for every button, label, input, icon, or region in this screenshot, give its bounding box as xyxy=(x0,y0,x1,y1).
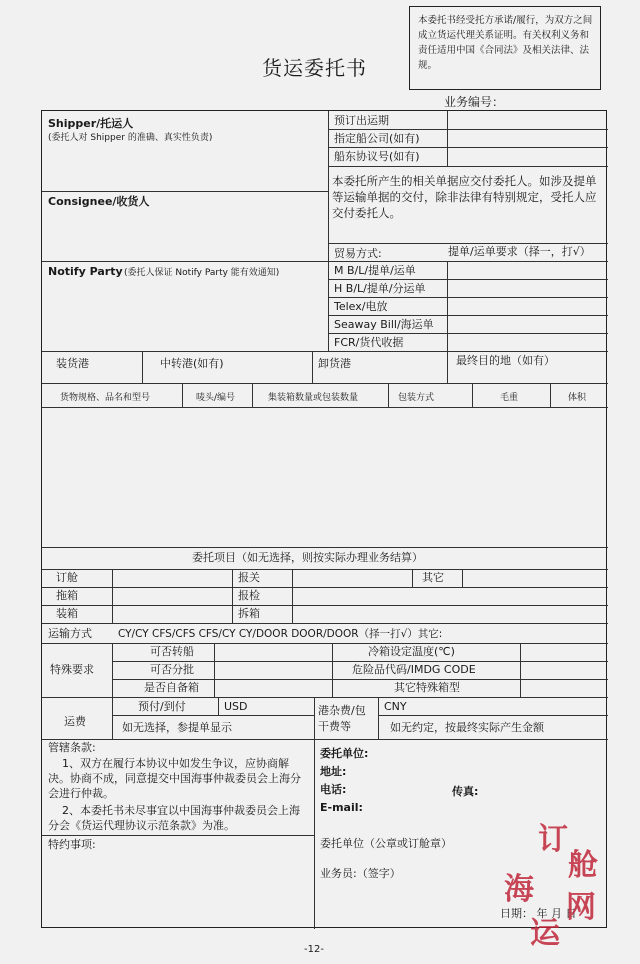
notify-party-note: (委托人保证 Notify Party 能有效通知) xyxy=(124,268,280,278)
divider xyxy=(328,166,608,167)
divider xyxy=(42,261,328,262)
divider xyxy=(112,569,113,623)
soc-label: 是否自备箱 xyxy=(144,681,199,694)
bl-requirement-label: 提单/运单要求（择一，打√） xyxy=(448,245,591,258)
divider xyxy=(112,697,113,739)
trade-mode-label: 贸易方式: xyxy=(334,247,382,260)
notify-party-label: Notify Party xyxy=(48,265,123,278)
divider xyxy=(42,547,608,548)
transit-port-label: 中转港(如有) xyxy=(160,357,224,370)
port-fee-currency: CNY xyxy=(384,700,407,713)
customs-label: 报关 xyxy=(238,571,260,584)
divider xyxy=(328,279,608,280)
divider xyxy=(332,643,333,697)
stuffing-label: 装箱 xyxy=(56,607,78,620)
volume-header: 体积 xyxy=(568,393,587,403)
devanning-label: 拆箱 xyxy=(238,607,260,620)
divider xyxy=(447,261,448,351)
divider xyxy=(388,383,389,407)
divider xyxy=(42,569,608,570)
divider xyxy=(412,569,413,587)
divider xyxy=(328,333,608,334)
freight-label: 运费 xyxy=(64,715,86,728)
watermark-stamp: 订 舱 海 网 运 xyxy=(504,822,598,951)
divider xyxy=(312,351,313,383)
divider xyxy=(232,569,233,623)
date-label: 日期： 年 月 日 xyxy=(500,907,577,920)
divider xyxy=(472,383,473,407)
divider xyxy=(378,715,608,716)
cargo-description-header: 货物规格、品名和型号 xyxy=(60,393,151,403)
divider xyxy=(42,605,608,606)
partial-shipment-label: 可否分批 xyxy=(150,663,194,676)
reefer-temp-label: 冷箱设定温度(℃) xyxy=(368,645,455,658)
divider xyxy=(328,243,608,244)
divider xyxy=(328,147,608,148)
divider xyxy=(42,623,608,624)
transshipment-label: 可否转船 xyxy=(150,645,194,658)
shipper-label: Shipper/托运人 xyxy=(48,117,134,130)
divider xyxy=(42,383,608,384)
divider xyxy=(42,407,608,408)
divider xyxy=(42,351,608,352)
transport-mode-label: 运输方式 xyxy=(48,627,92,640)
client-email-label: E-mail: xyxy=(320,801,363,814)
services-title: 委托项目（如无选择，则按实际办理业务结算） xyxy=(192,551,423,564)
divider xyxy=(447,111,448,166)
divider xyxy=(112,715,314,716)
divider xyxy=(292,569,293,623)
final-destination-label: 最终目的地（如有） xyxy=(456,354,555,367)
staff-signature-label: 业务员:（签字） xyxy=(320,867,401,880)
port-fee-label: 港杂费/包干费等 xyxy=(318,704,366,733)
special-requirements-label: 特殊要求 xyxy=(50,663,94,676)
discharge-port-label: 卸货港 xyxy=(318,357,351,370)
divider xyxy=(42,739,608,740)
divider xyxy=(142,351,143,383)
loading-port-label: 装货港 xyxy=(56,357,89,370)
contract-notice-box: 本委托书经受托方承诺/履行，为双方之间成立货运代理关系证明。有关权利义务和责任适用中国《合同法》及相关法律、法规。 xyxy=(409,6,601,90)
divider xyxy=(314,739,315,929)
divider xyxy=(520,643,521,697)
divider xyxy=(314,697,315,739)
transport-mode-options[interactable]: CY/CY CFS/CFS CFS/CY CY/DOOR DOOR/DOOR（择一打√）其它: xyxy=(118,628,443,640)
gross-weight-header: 毛重 xyxy=(500,393,519,403)
divider xyxy=(462,569,463,587)
other-service-label: 其它 xyxy=(422,571,444,584)
inspection-label: 报检 xyxy=(238,589,260,602)
carrier-label: 指定船公司(如有) xyxy=(334,132,420,145)
package-quantity-header: 集装箱数量或包装数量 xyxy=(268,393,359,403)
business-number-label: 业务编号： xyxy=(444,95,505,109)
divider xyxy=(328,315,608,316)
divider xyxy=(112,643,113,697)
divider xyxy=(252,383,253,407)
page-title: 货运委托书 xyxy=(262,56,367,80)
document-delivery-clause: 本委托所产生的相关单据应交付委托人。如涉及提单等运输单据的交付，除非法律有特别规定，受托人应交付委托人。 xyxy=(332,174,597,220)
hbl-option[interactable]: H B/L/提单/分运单 xyxy=(334,282,426,295)
mbl-option[interactable]: M B/L/提单/运单 xyxy=(334,264,416,277)
fcr-option[interactable]: FCR/货代收据 xyxy=(334,336,404,349)
divider xyxy=(42,191,328,192)
client-unit-label: 委托单位: xyxy=(320,747,369,760)
divider xyxy=(42,643,608,644)
divider xyxy=(550,383,551,407)
trucking-label: 拖箱 xyxy=(56,589,78,602)
divider xyxy=(112,661,608,662)
client-seal-label: 委托单位（公章或订舱章） xyxy=(320,837,452,850)
divider xyxy=(328,297,608,298)
special-terms-label: 特约事项: xyxy=(48,838,96,851)
jurisdiction-title: 管辖条款: xyxy=(48,741,96,754)
freight-note: 如无选择，参提单显示 xyxy=(122,721,232,734)
marks-header: 唛头/编号 xyxy=(196,393,236,403)
divider xyxy=(328,129,608,130)
divider xyxy=(447,351,448,383)
package-type-header: 包装方式 xyxy=(398,393,435,403)
divider xyxy=(112,679,608,680)
dg-code-label: 危险品代码/IMDG CODE xyxy=(352,663,476,676)
client-phone-label: 电话: xyxy=(320,783,347,796)
jurisdiction-clause-2: 2、本委托书未尽事宜以中国海事仲裁委员会上海分会《货运代理协议示范条款》为准。 xyxy=(48,804,300,832)
telex-option[interactable]: Telex/电放 xyxy=(334,300,388,313)
client-fax-label: 传真: xyxy=(452,785,479,798)
divider xyxy=(378,697,379,739)
client-address-label: 地址: xyxy=(320,765,347,778)
page-number: -12- xyxy=(304,944,324,955)
shipper-note: (委托人对 Shipper 的准确、真实性负责) xyxy=(48,133,213,143)
divider xyxy=(218,697,219,715)
port-fee-note: 如无约定，按最终实际产生金额 xyxy=(390,721,544,734)
divider xyxy=(182,383,183,407)
freight-currency: USD xyxy=(224,700,248,713)
divider xyxy=(42,697,608,698)
divider xyxy=(328,261,608,262)
consignee-label: Consignee/收货人 xyxy=(48,195,150,208)
seaway-bill-option[interactable]: Seaway Bill/海运单 xyxy=(334,318,434,331)
divider xyxy=(42,835,314,836)
divider xyxy=(42,587,608,588)
contract-no-label: 船东协议号(如有) xyxy=(334,150,420,163)
consignment-form xyxy=(41,110,607,928)
etd-label: 预订出运期 xyxy=(334,114,389,127)
jurisdiction-clause-1: 1、双方在履行本协议中如发生争议，应协商解决。协商不成，同意提交中国海事仲裁委员会上海分会进行仲裁。 xyxy=(48,757,301,800)
divider xyxy=(214,643,215,697)
booking-label: 订舱 xyxy=(56,571,78,584)
special-container-label: 其它特殊箱型 xyxy=(394,681,460,694)
prepaid-collect-label: 预付/到付 xyxy=(138,700,186,713)
